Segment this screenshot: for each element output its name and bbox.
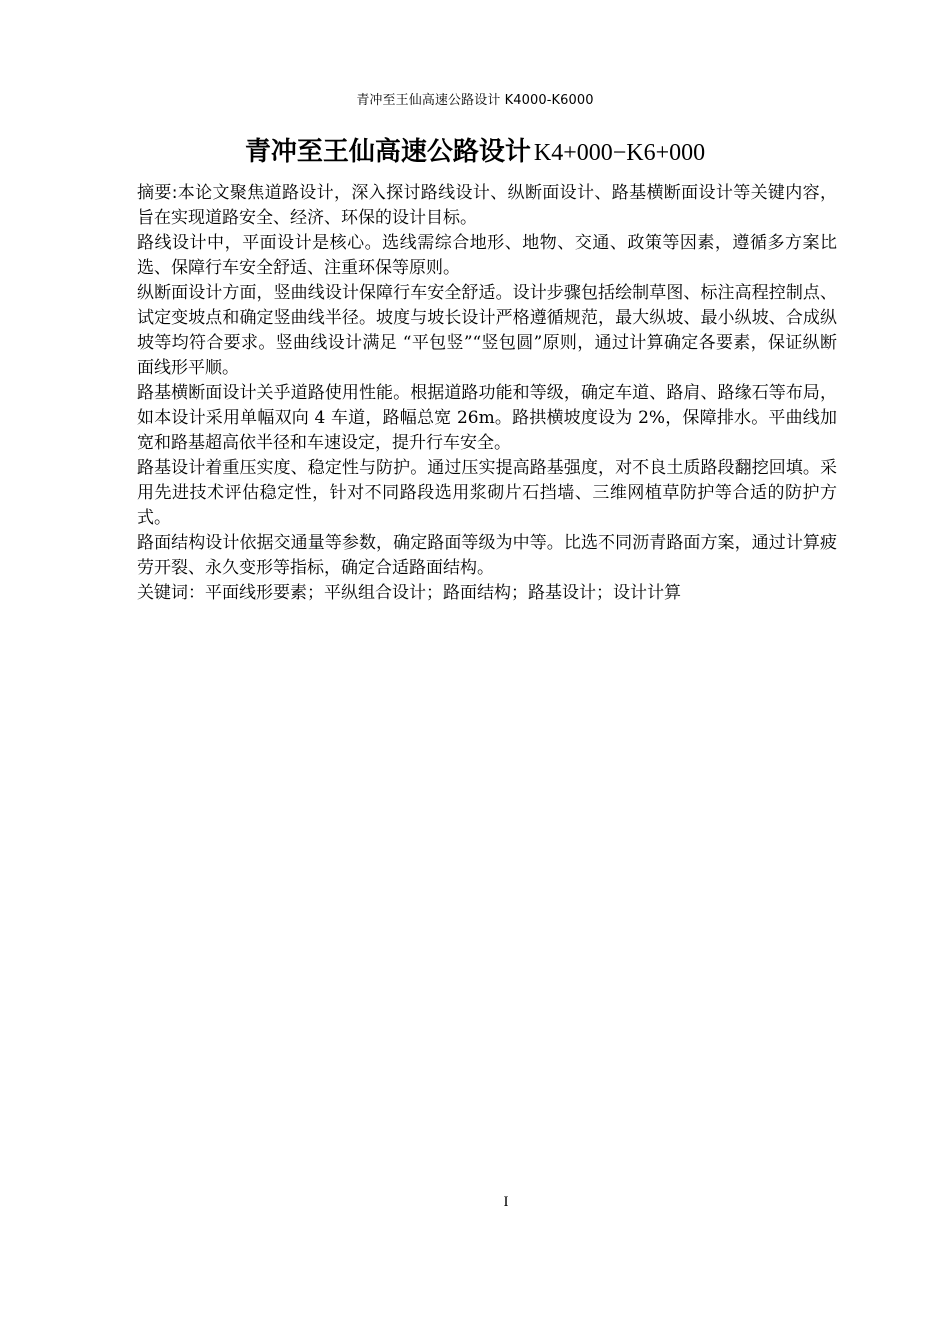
abstract-section: [137, 181, 837, 606]
abstract-paragraph-pavement: 路面结构设计依据交通量等参数，确定路面等级为中等。比选不同沥青路面方案，通过计算疲劳开裂、永久变形等指标，确定合适路面结构。: [137, 533, 837, 578]
abstract-paragraph-profile: 纵断面设计方面，竖曲线设计保障行车安全舒适。设计步骤包括绘制草图、标注高程控制点、试定变坡点和确定竖曲线半径。坡度与坡长设计严格遵循规范，最大纵坡、最小纵坡、合成纵坡等均符合要求。竖曲线设计满足 “平包竖”“竖包圆”原则，通过计算确定各要素，保证纵断面线形平顺。: [137, 283, 837, 378]
page-number: I: [503, 1194, 509, 1210]
page-title: [0, 136, 950, 169]
title-code: K4+000−K6+000: [533, 140, 706, 166]
abstract-intro-paragraph: [137, 181, 837, 231]
abstract-paragraph-subgrade: 路基设计着重压实度、稳定性与防护。通过压实提高路基强度，对不良土质路段翻挖回填。采用先进技术评估稳定性，针对不同路段选用浆砌片石挡墙、三维网植草防护等合适的防护方式。: [137, 458, 837, 528]
keywords-label: 关键词：: [137, 583, 205, 603]
keywords-text: 平面线形要素；平纵组合设计；路面结构；路基设计；设计计算: [205, 583, 681, 603]
abstract-paragraph-cross-section: 路基横断面设计关乎道路使用性能。根据道路功能和等级，确定车道、路肩、路缘石等布局，如本设计采用单幅双向 4 车道，路幅总宽 26m。路拱横坡度设为 2%，保障排水。平曲线加宽和路基超高依半径和车速设定，提升行车安全。: [137, 383, 837, 453]
abstract-label: 摘要:: [137, 183, 178, 203]
running-header: 青冲至王仙高速公路设计 K4000-K6000: [356, 93, 594, 108]
title-chinese: 青冲至王仙高速公路设计: [244, 137, 531, 167]
abstract-intro-text: 本论文聚焦道路设计，深入探讨路线设计、纵断面设计、路基横断面设计等关键内容，旨在实现道路安全、经济、环保的设计目标。: [137, 183, 838, 228]
keywords-paragraph: [137, 581, 837, 606]
abstract-paragraph-route: 路线设计中，平面设计是核心。选线需综合地形、地物、交通、政策等因素，遵循多方案比选、保障行车安全舒适、注重环保等原则。: [137, 233, 837, 278]
